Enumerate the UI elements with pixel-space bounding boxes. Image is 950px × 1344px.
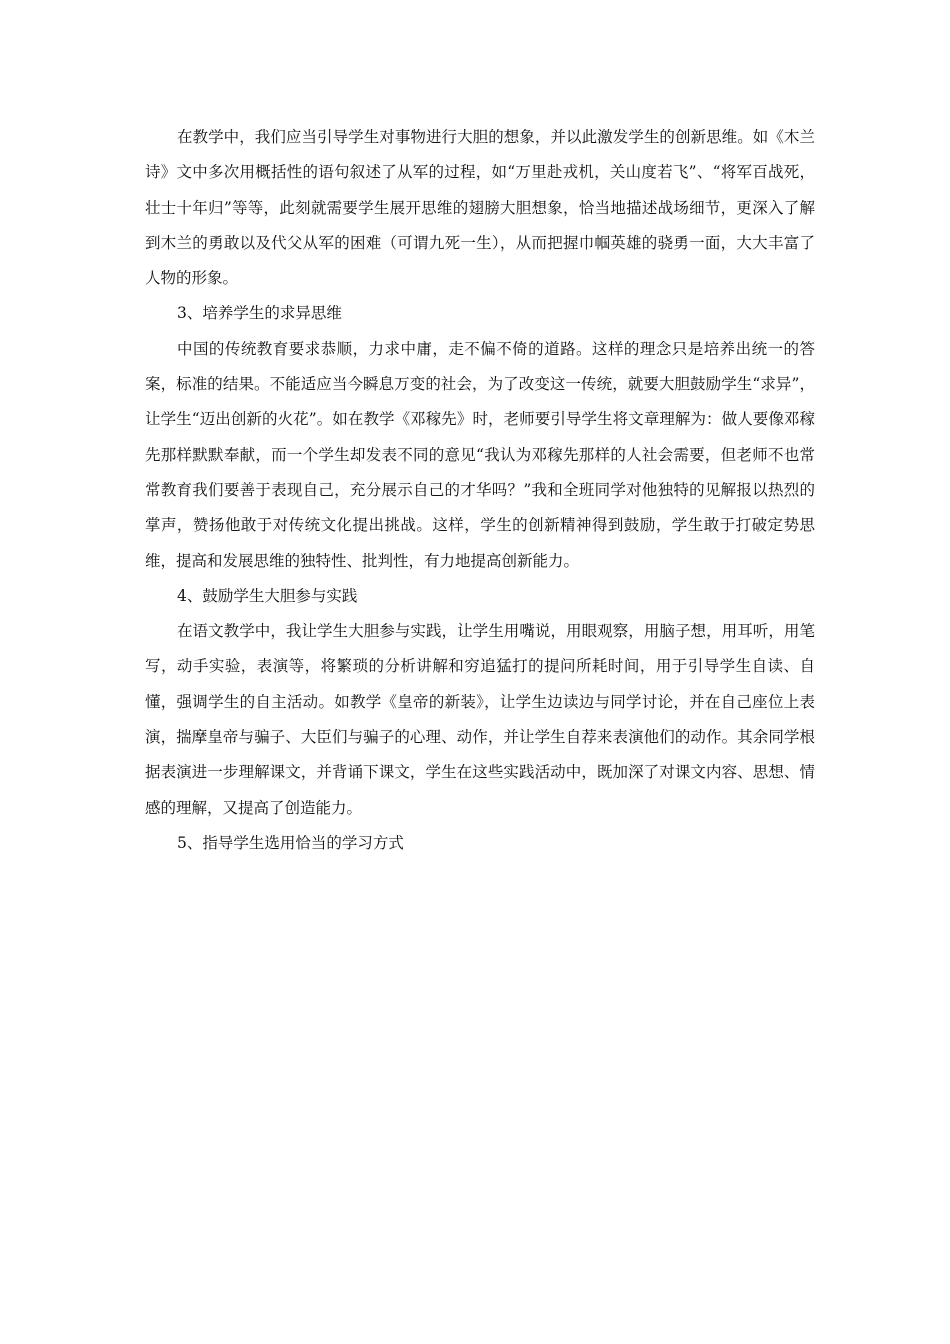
section-heading-5: 5、指导学生选用恰当的学习方式 [177, 833, 404, 852]
paragraph-practice: 在语文教学中，我让学生大胆参与实践，让学生用嘴说，用眼观察，用脑子想，用耳听，用笔写，动手实验，表演等，将繁琐的分析讲解和穷追猛打的提问所耗时间，用于引导学生自读、自懂，强调学生的自主活动。如教学《皇帝的新装》，让学生边读边与同学讨论，并在自己座位上表演，揣摩皇帝与骗子、大臣们与骗子的心理、动作，并让学生自荐来表演他们的动作。其余同学根据表演进一步理解课文，并背诵下课文，学生在这些实践活动中，既加深了对课文内容、思想、情感的理解，又提高了创造能力。 [145, 622, 815, 817]
section-heading-4: 4、鼓励学生大胆参与实践 [177, 586, 358, 605]
paragraph-divergent-thinking: 中国的传统教育要求恭顺，力求中庸，走不偏不倚的道路。这样的理念只是培养出统一的答案，标准的结果。不能适应当今瞬息万变的社会，为了改变这一传统，就要大胆鼓励学生“求异”，让学生“迈出创新的火花”。如在教学《邓稼先》时，老师要引导学生将文章理解为：做人要像邓稼先那样默默奉献，而一个学生却发表不同的意见“我认为邓稼先那样的人社会需要，但老师不也常常教育我们要善于表现自己，充分展示自己的才华吗？”我和全班同学对他独特的见解报以热烈的掌声，赞扬他敢于对传统文化提出挑战。这样，学生的创新精神得到鼓励，学生敢于打破定势思维，提高和发展思维的独特性、批判性，有力地提高创新能力。 [145, 339, 815, 570]
document-body [145, 120, 815, 861]
section-heading-3: 3、培养学生的求异思维 [177, 304, 342, 323]
paragraph-imagination: 在教学中，我们应当引导学生对事物进行大胆的想象，并以此激发学生的创新思维。如《木兰诗》文中多次用概括性的语句叙述了从军的过程，如“万里赴戎机，关山度若飞”、“将军百战死，壮士十年归”等等，此刻就需要学生展开思维的翅膀大胆想象，恰当地描述战场细节，更深入了解到木兰的勇敢以及代父从军的困难（可谓九死一生），从而把握巾帼英雄的骁勇一面，大大丰富了人物的形象。 [145, 128, 815, 288]
